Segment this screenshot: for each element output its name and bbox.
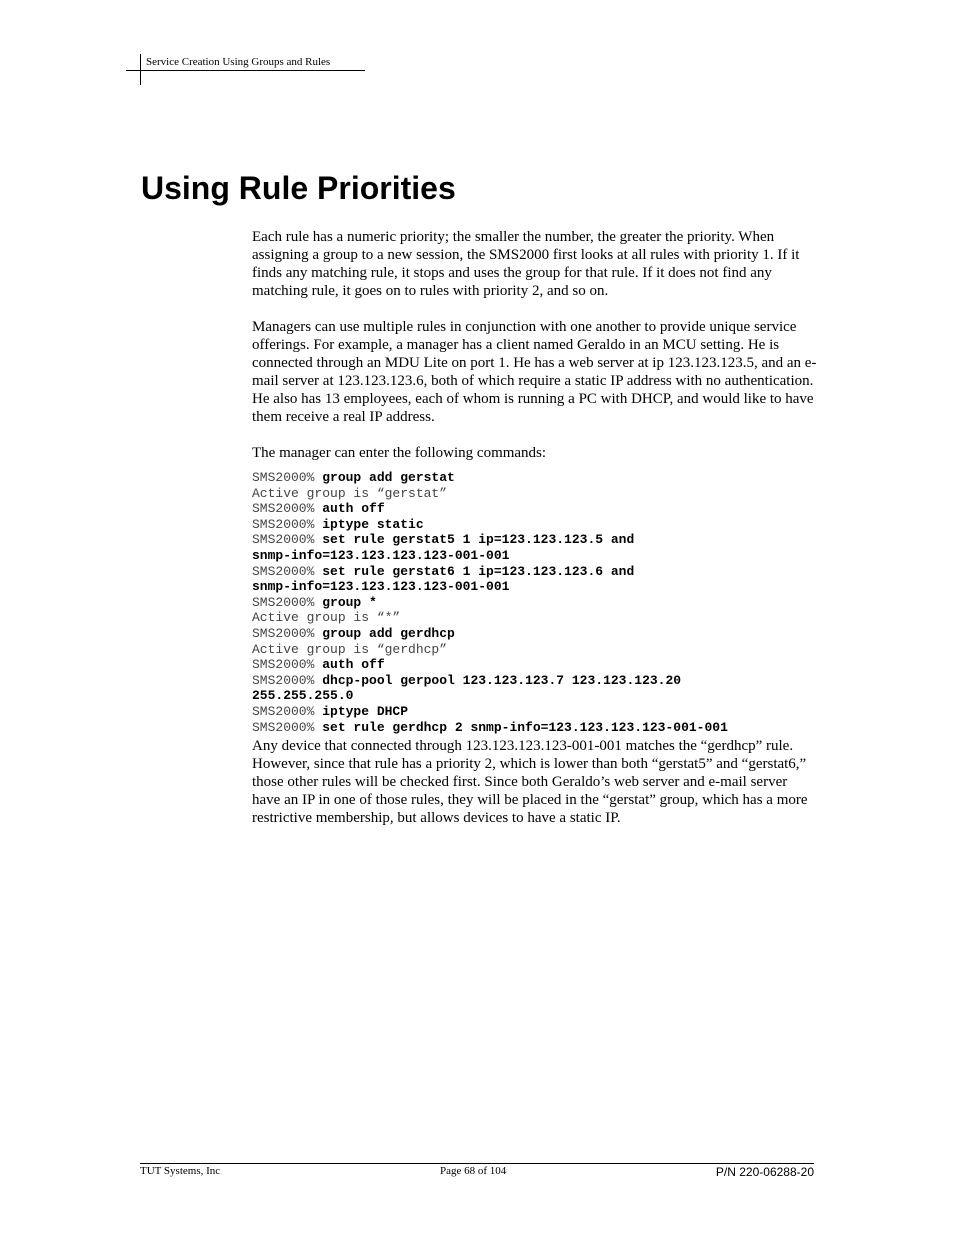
code-line (252, 657, 818, 673)
code-line (252, 720, 818, 736)
prompt: SMS2000% (252, 516, 323, 532)
footer-company: TUT Systems, Inc (140, 1165, 221, 1177)
command: dhcp-pool gerpool 123.123.123.7 123.123.123.20 (322, 672, 682, 688)
command: 255.255.255.0 (252, 688, 354, 704)
prompt: SMS2000% (252, 470, 323, 485)
page-title: Using Rule Priorities (141, 170, 456, 206)
code-line (252, 486, 818, 502)
code-line (252, 470, 818, 486)
body-content (252, 228, 818, 827)
code-line (252, 704, 818, 720)
code-line (252, 610, 818, 626)
command: set rule gerdhcp 2 snmp-info=123.123.123.123-001-001 (322, 719, 728, 735)
prompt: SMS2000% (252, 625, 323, 641)
code-line (252, 579, 818, 595)
command-listing (252, 470, 818, 735)
command: group add gerdhcp (322, 625, 455, 641)
prompt: SMS2000% (252, 657, 323, 673)
code-line (252, 532, 818, 548)
command: group add gerstat (322, 470, 455, 485)
paragraph: Each rule has a numeric priority; the smaller the number, the greater the priority. When assigning a group to a new session, the SMS2000 first looks at all rules with priority 1. If it finds any matching rule, it stops and uses the group for that rule. If it does not find any matching rule, it goes on to rules with priority 2, and so on. (252, 229, 800, 299)
command-output: Active group is “*” (252, 610, 401, 626)
command: set rule gerstat5 1 ip=123.123.123.5 and (322, 532, 635, 548)
command: set rule gerstat6 1 ip=123.123.123.6 and (322, 563, 635, 579)
paragraph: The manager can enter the following commands: (252, 445, 547, 461)
paragraph: However, since that rule has a priority 2, which is lower than both “gerstat5” and “gerstat6,” those other rules will be checked first. Since both Geraldo’s web server and e-mail server have an IP in one of those rules, they will be placed in the “gerstat” group, which has a more restrictive membership, but allows devices to have a static IP. (252, 756, 808, 827)
footer-rule (140, 1163, 814, 1164)
command: group * (322, 594, 377, 610)
footer-page-number: Page 68 of 104 (440, 1165, 507, 1177)
prompt: SMS2000% (252, 719, 323, 735)
command: auth off (322, 501, 385, 517)
code-line (252, 548, 818, 564)
code-line (252, 642, 818, 658)
command: snmp-info=123.123.123.123-001-001 (252, 579, 510, 595)
command: iptype static (322, 516, 424, 532)
prompt: SMS2000% (252, 532, 323, 548)
command: snmp-info=123.123.123.123-001-001 (252, 547, 510, 563)
header-horizontal-rule (126, 70, 365, 71)
command: auth off (322, 657, 385, 673)
code-line (252, 564, 818, 580)
paragraph: Managers can use multiple rules in conjunction with one another to provide unique service offerings. For example, a manager has a client named Geraldo in an MCU setting. He is connected through an MDU Lite on port 1. He has a web server at ip 123.123.123.5, and an e-mail server at 123.123.123.6, both of which require a static IP address with no authentication. He also has 13 employees, each of whom is running a PC with DHCP, and would like to have them receive a real IP address. (252, 319, 817, 425)
code-line (252, 595, 818, 611)
code-line (252, 501, 818, 517)
prompt: SMS2000% (252, 563, 323, 579)
code-line (252, 688, 818, 704)
prompt: SMS2000% (252, 594, 323, 610)
prompt: SMS2000% (252, 703, 323, 719)
running-header: Service Creation Using Groups and Rules (146, 56, 331, 68)
prompt: SMS2000% (252, 672, 323, 688)
prompt: SMS2000% (252, 501, 323, 517)
command: iptype DHCP (322, 703, 409, 719)
code-line (252, 626, 818, 642)
command-output: Active group is “gerstat” (252, 485, 448, 501)
code-line (252, 517, 818, 533)
paragraph: Any device that connected through 123.123.123.123-001-001 matches the “gerdhcp” rule. (252, 738, 794, 755)
explanation (252, 737, 818, 827)
code-line (252, 673, 818, 689)
command-output: Active group is “gerdhcp” (252, 641, 448, 657)
footer-part-number: P/N 220-06288-20 (715, 1165, 814, 1179)
